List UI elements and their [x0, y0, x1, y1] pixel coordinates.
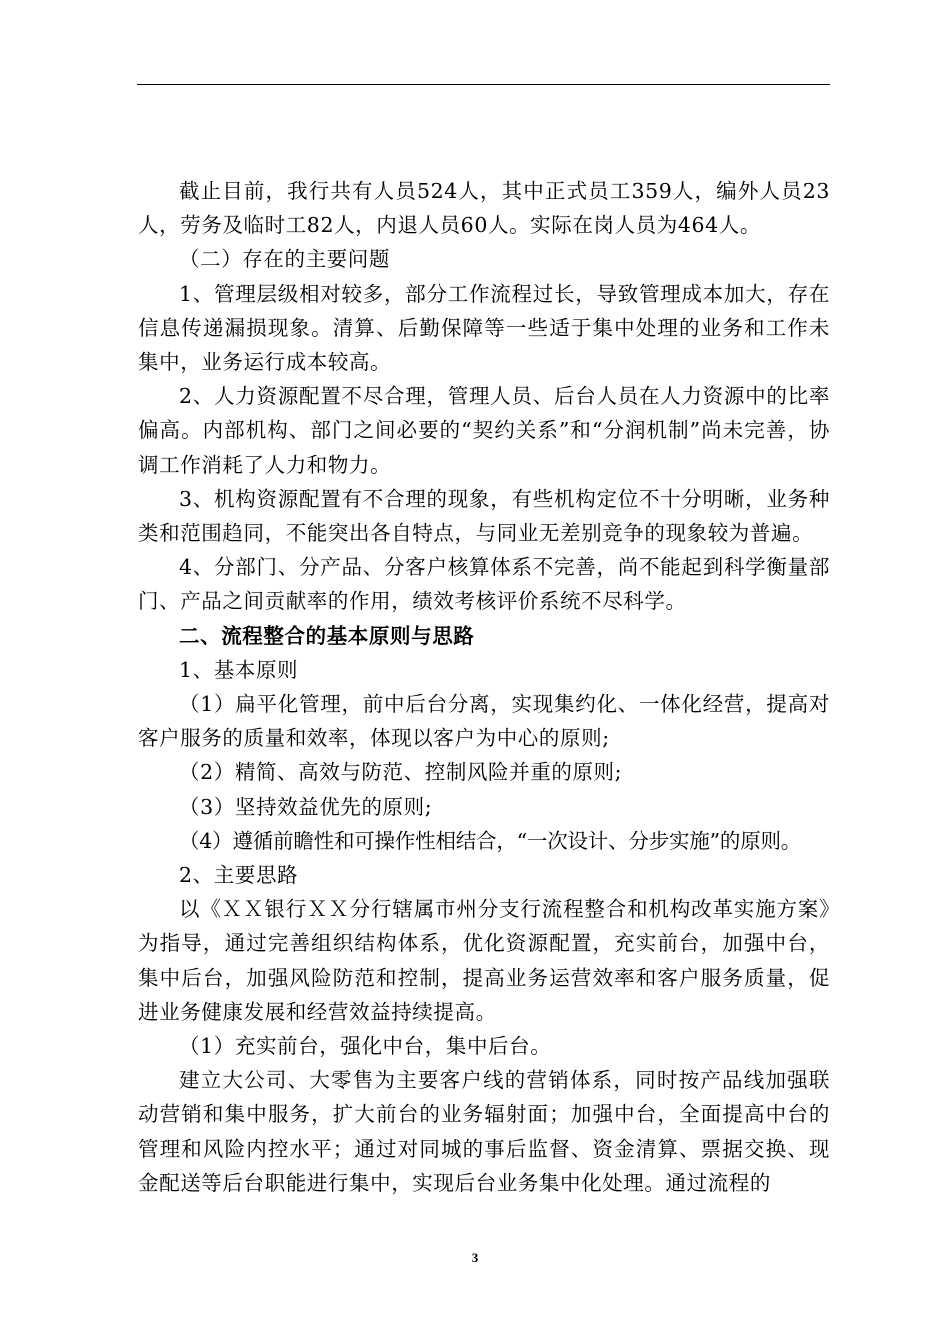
section-heading-principles: 二、流程整合的基本原则与思路	[179, 623, 475, 648]
paragraph-problem-4: 4、分部门、分产品、分客户核算体系不完善，尚不能起到科学衡量部门、产品之间贡献率的作用，绩效考核评价系统不尽科学。	[138, 555, 830, 614]
subheading-front-middle-back: （1）充实前台，强化中台，集中后台。	[179, 1034, 552, 1059]
paragraph-main-ideas: 以《ＸＸ银行ＸＸ分行辖属市州分支行流程整合和机构改革实施方案》为指导，通过完善组织结构体系，优化资源配置，充实前台，加强中台，集中后台，加强风险防范和控制，提高业务运营效率和客户服务质量，促进业务健康发展和经营效益持续提高。	[138, 897, 830, 1024]
paragraph-problem-2: 2、人力资源配置不尽合理，管理人员、后台人员在人力资源中的比率偏高。内部机构、部门之间必要的“契约关系”和“分润机制”尚未完善，协调工作消耗了人力和物力。	[138, 384, 830, 477]
principle-1: （1）扁平化管理，前中后台分离，实现集约化、一体化经营，提高对客户服务的质量和效率，体现以客户为中心的原则;	[138, 692, 830, 751]
paragraph-staff-count: 截止目前，我行共有人员524人，其中正式员工359人，编外人员23人，劳务及临时工82人，内退人员60人。实际在岗人员为464人。	[138, 179, 830, 238]
section-heading-main-problems: （二）存在的主要问题	[179, 247, 390, 272]
principle-3: （3）坚持效益优先的原则;	[179, 794, 433, 819]
principle-4: （4）遵循前瞻性和可操作性相结合，“一次设计、分步实施”的原则。	[179, 828, 802, 853]
document-body	[138, 174, 830, 1200]
paragraph-marketing-system: 建立大公司、大零售为主要客户线的营销体系，同时按产品线加强联动营销和集中服务，扩大前台的业务辐射面；加强中台，全面提高中台的管理和风险内控水平；通过对同城的事后监督、资金清算、票据交换、现金配送等后台职能进行集中，实现后台业务集中化处理。通过流程的	[138, 1068, 830, 1195]
subheading-basic-principles: 1、基本原则	[179, 657, 299, 682]
paragraph-problem-1: 1、管理层级相对较多，部分工作流程过长，导致管理成本加大，存在信息传递漏损现象。清算、后勤保障等一些适于集中处理的业务和工作未集中，业务运行成本较高。	[138, 281, 830, 375]
principle-2: （2）精简、高效与防范、控制风险并重的原则;	[179, 760, 623, 785]
paragraph-problem-3: 3、机构资源配置有不合理的现象，有些机构定位不十分明晰，业务种类和范围趋同，不能突出各自特点，与同业无差别竞争的现象较为普遍。	[138, 486, 830, 546]
page-number: 3	[471, 1250, 479, 1265]
subheading-main-ideas: 2、主要思路	[179, 863, 299, 888]
header-rule	[137, 84, 830, 85]
